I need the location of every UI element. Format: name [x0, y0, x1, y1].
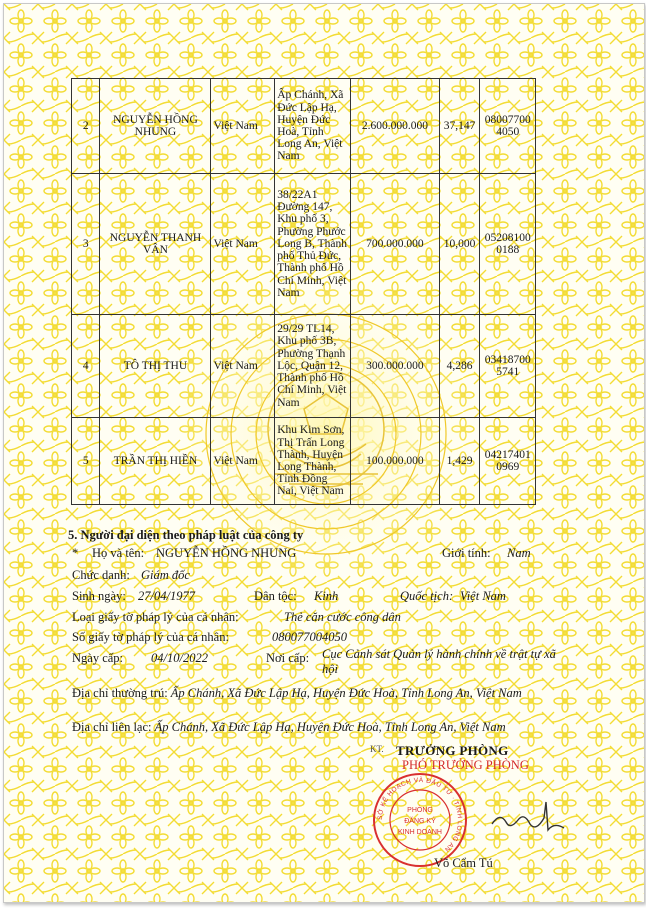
stamp-line-3: KINH DOANH: [398, 829, 442, 836]
member-name: NGUYỄN HỒNG NHUNG: [100, 79, 211, 174]
member-capital: 100.000.000: [351, 418, 439, 505]
member-name: NGUYỄN THANH VÂN: [100, 174, 211, 315]
member-percent: 4,286: [439, 315, 480, 418]
signature-subtitle: PHÓ TRƯỞNG PHÒNG: [402, 758, 529, 772]
member-percent: 37,147: [439, 79, 480, 174]
member-id-number: 034187005741: [480, 315, 536, 418]
permanent-address-label: Địa chỉ thường trú:: [72, 686, 168, 700]
ethnic-value: Kinh: [314, 589, 339, 603]
nationality-label: Quốc tịch:: [400, 589, 454, 603]
issue-date-label: Ngày cấp:: [72, 651, 124, 665]
signer-name: Võ Cẩm Tú: [434, 856, 493, 870]
member-capital: 2.600.000.000: [351, 79, 439, 174]
table-row: [72, 174, 536, 315]
doctype-value: Thẻ căn cước công dân: [284, 610, 401, 624]
member-nationality: Việt Nam: [211, 79, 275, 174]
nationality-value: Việt Nam: [460, 589, 506, 603]
member-address: 38/22A1 Đường 147, Khu phố 3, Phường Phước Long B, Thành phố Thủ Đức, Thành phố Hồ Chí Minh, Việt Nam: [275, 174, 351, 315]
docno-value: 080077004050: [272, 630, 347, 644]
bullet: *: [72, 546, 79, 560]
member-address: Ấp Chánh, Xã Đức Lập Hạ, Huyện Đức Hoà, Tỉnh Long An, Việt Nam: [275, 79, 351, 174]
permanent-address: [72, 686, 572, 701]
member-name: TRẦN THỊ HIỀN: [100, 418, 211, 505]
issue-place-label: Nơi cấp:: [266, 651, 310, 665]
member-no: 5: [72, 418, 100, 505]
member-nationality: Việt Nam: [211, 418, 275, 505]
member-name: TÔ THỊ THU: [100, 315, 211, 418]
handwritten-signature: [474, 794, 584, 844]
docno-label: Số giấy tờ pháp lý của cá nhân:: [72, 630, 229, 644]
member-address: Khu Kim Sơn, Thị Trấn Long Thành, Huyện Long Thành, Tỉnh Đồng Nai, Việt Nam: [275, 418, 351, 505]
name-label: Họ và tên:: [92, 546, 145, 560]
ethnic-label: Dân tộc:: [254, 589, 297, 603]
member-capital: 300.000.000: [351, 315, 439, 418]
stamp-line-2: ĐĂNG KÝ: [404, 818, 436, 825]
section-heading: 5. Người đại diện theo pháp luật của công ty: [68, 528, 304, 542]
table-row: [72, 79, 536, 174]
contact-address: [72, 720, 506, 735]
dob-value: 27/04/1977: [138, 589, 195, 603]
table-row: [72, 315, 536, 418]
issue-place-value: Cục Cảnh sát Quản lý hành chính về trật tự xã hội: [322, 647, 556, 676]
gender-label: Giới tính:: [442, 546, 491, 560]
contact-address-value: Ấp Chánh, Xã Đức Lập Hạ, Huyện Đức Hoà, Tỉnh Long An, Việt Nam: [154, 720, 506, 734]
gender-value: Nam: [507, 546, 531, 560]
member-capital: 700.000.000: [351, 174, 439, 315]
member-id-number: 042174010969: [480, 418, 536, 505]
doctype-label: Loại giấy tờ pháp lý của cá nhân:: [72, 610, 239, 624]
permanent-address-value: Ấp Chánh, Xã Đức Lập Hạ, Huyện Đức Hoà, Tỉnh Long An, Việt Nam: [170, 686, 522, 700]
member-no: 3: [72, 174, 100, 315]
name-value: NGUYỄN HỒNG NHUNG: [156, 546, 297, 560]
document-page: [3, 3, 645, 903]
table-row: [72, 418, 536, 505]
member-percent: 1,429: [439, 418, 480, 505]
member-id-number: 052081000188: [480, 174, 536, 315]
issue-date-value: 04/10/2022: [151, 651, 208, 665]
signature-title: TRƯỞNG PHÒNG: [396, 743, 509, 758]
member-nationality: Việt Nam: [211, 315, 275, 418]
stamp-ring-text: SỞ KẾ HOẠCH VÀ ĐẦU TƯ · TỈNH LONG AN: [376, 776, 464, 854]
dob-label: Sinh ngày:: [72, 589, 126, 603]
members-table: [71, 78, 536, 505]
contact-address-label: Địa chỉ liên lạc:: [72, 720, 152, 734]
official-stamp: [370, 770, 470, 870]
kt-prefix: KT.: [370, 744, 384, 754]
member-id-number: 080077004050: [480, 79, 536, 174]
member-no: 4: [72, 315, 100, 418]
title-value: Giám đốc: [141, 568, 190, 582]
member-address: 29/29 TL14, Khu phố 3B, Phường Thạnh Lộc, Quận 12, Thành phố Hồ Chí Minh, Việt Nam: [275, 315, 351, 418]
member-no: 2: [72, 79, 100, 174]
stamp-line-1: PHÒNG: [407, 807, 433, 814]
member-percent: 10,000: [439, 174, 480, 315]
title-label: Chức danh:: [72, 568, 130, 582]
member-nationality: Việt Nam: [211, 174, 275, 315]
